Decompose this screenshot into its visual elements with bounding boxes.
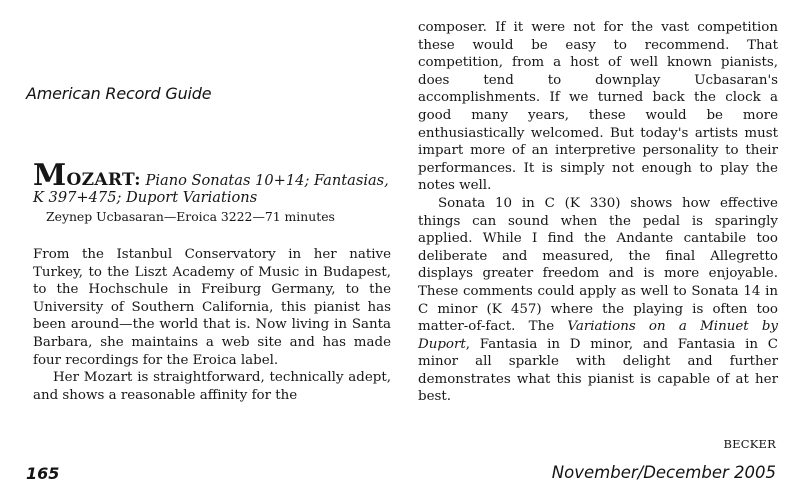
paragraph-2-start: Her Mozart is straightforward, technically adept, and shows a reasonable affinity for the: [33, 370, 391, 403]
review-heading: [33, 158, 393, 225]
publication-name: American Record Guide: [26, 84, 212, 103]
left-column: [33, 246, 391, 404]
paragraph-3: Sonata 10 in C (K 330) shows how effective things can sound when the pedal is sparingly applied. While I find the Andante cantabile too deliberate and measured, the final Allegretto displays greater freedom and is more enjoyable. These comments could apply as well to Sonata 14 in C minor (K 457) where the playing is often too matter-of-fact. The Variations on a Minuet by Duport, Fantasia in D minor, and Fantasia in C minor all sparkle with delight and further demonstrates what this pianist is capable of at her best.: [418, 195, 778, 405]
reviewer-name: BECKER: [723, 437, 776, 451]
duport-variations-title: Variations on a Minuet by Duport: [418, 319, 778, 352]
performer-line: Zeynep Ucbasaran—Eroica 3222—71 minutes: [46, 209, 335, 224]
issue-date: November/December 2005: [551, 463, 776, 482]
paragraph-2-continued: composer. If it were not for the vast competition these would be easy to recommend. That competition, from a host of well known pianists, does tend to downplay Ucbasaran's accomplishments. If we turned back the clock a good many years, these would be more enthusiastically welcomed. But today's artists must impart more of an interpretive personality to their performances. It is simply not enough to play the notes well.: [418, 20, 778, 194]
paragraph-1: From the Istanbul Conservatory in her native Turkey, to the Liszt Academy of Music in Budapest, to the Hochschule in Freiburg Germany, to the University of Southern California, this pianist has been around—the world that is. Now living in Santa Barbara, she maintains a web site and has made four recordings for the Eroica label.: [33, 247, 391, 368]
review-title: [33, 158, 393, 206]
right-column: [418, 19, 778, 406]
page-number: 165: [26, 464, 60, 483]
composer-name: MOZART:: [33, 158, 141, 193]
works-title: Piano Sonatas 10+14; Fantasias, K 397+475; Duport Variations: [33, 172, 389, 206]
